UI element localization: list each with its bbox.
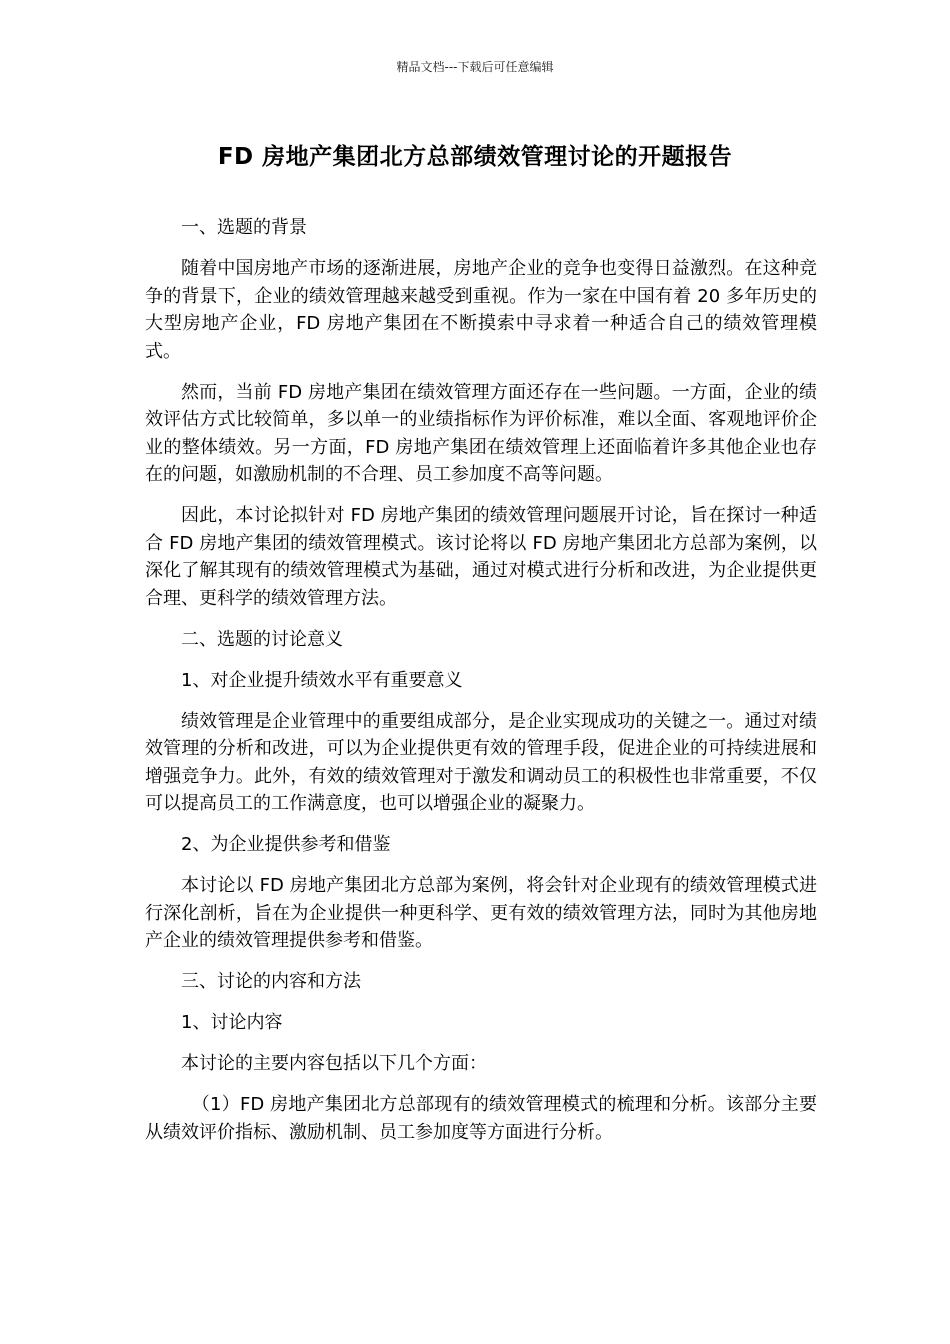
- paragraph-background-3: 因此，本讨论拟针对 FD 房地产集团的绩效管理问题展开讨论，旨在探讨一种适合 FD 房地产集团的绩效管理模式。该讨论将以 FD 房地产集团北方总部为案例，以深化了解其现有的绩效管理模式为基础，通过对模式进行分析和改进，为企业提供更合理、更科学的绩效管理方法。: [145, 505, 817, 609]
- section-heading-content-method: 三、讨论的内容和方法: [181, 971, 361, 992]
- paragraph-background-2: 然而，当前 FD 房地产集团在绩效管理方面还存在一些问题。一方面，企业的绩效评估方式比较简单，多以单一的业绩指标作为评价标准，难以全面、客观地评价企业的整体绩效。另一方面，FD 房地产集团在绩效管理上还面临着许多其他企业也存在的问题，如激励机制的不合理、员工参加度不高等问题。: [145, 381, 817, 485]
- subheading-content: 1、讨论内容: [181, 1012, 283, 1033]
- document-body: [145, 214, 817, 1160]
- document-title: FD 房地产集团北方总部绩效管理讨论的开题报告: [217, 144, 733, 170]
- subheading-performance: 1、对企业提升绩效水平有重要意义: [181, 669, 463, 691]
- paragraph-background-1: 随着中国房地产市场的逐渐进展，房地产企业的竞争也变得日益激烈。在这种竞争的背景下，企业的绩效管理越来越受到重视。作为一家在中国有着 20 多年历史的大型房地产企业，FD 房地产集团在不断摸索中寻求着一种适合自己的绩效管理模式。: [145, 258, 817, 362]
- paragraph-reference: 本讨论以 FD 房地产集团北方总部为案例，将会针对企业现有的绩效管理模式进行深化剖析，旨在为企业提供一种更科学、更有效的绩效管理方法，同时为其他房地产企业的绩效管理提供参考和借鉴。: [145, 875, 817, 951]
- subheading-reference: 2、为企业提供参考和借鉴: [181, 834, 391, 855]
- header-note: 精品文档---下载后可任意编辑: [396, 60, 554, 74]
- section-heading-background: 一、选题的背景: [181, 217, 307, 238]
- paragraph-performance: 绩效管理是企业管理中的重要组成部分，是企业实现成功的关键之一。通过对绩效管理的分析和改进，可以为企业提供更有效的管理手段，促进企业的可持续进展和增强竞争力。此外，有效的绩效管理对于激发和调动员工的积极性也非常重要，不仅可以提高员工的工作满意度，也可以增强企业的凝聚力。: [145, 710, 817, 814]
- section-heading-significance: 二、选题的讨论意义: [181, 628, 343, 650]
- list-item-1: （1）FD 房地产集团北方总部现有的绩效管理模式的梳理和分析。该部分主要从绩效评价指标、激励机制、员工参加度等方面进行分析。: [145, 1094, 817, 1143]
- paragraph-content-intro: 本讨论的主要内容包括以下几个方面：: [181, 1053, 487, 1074]
